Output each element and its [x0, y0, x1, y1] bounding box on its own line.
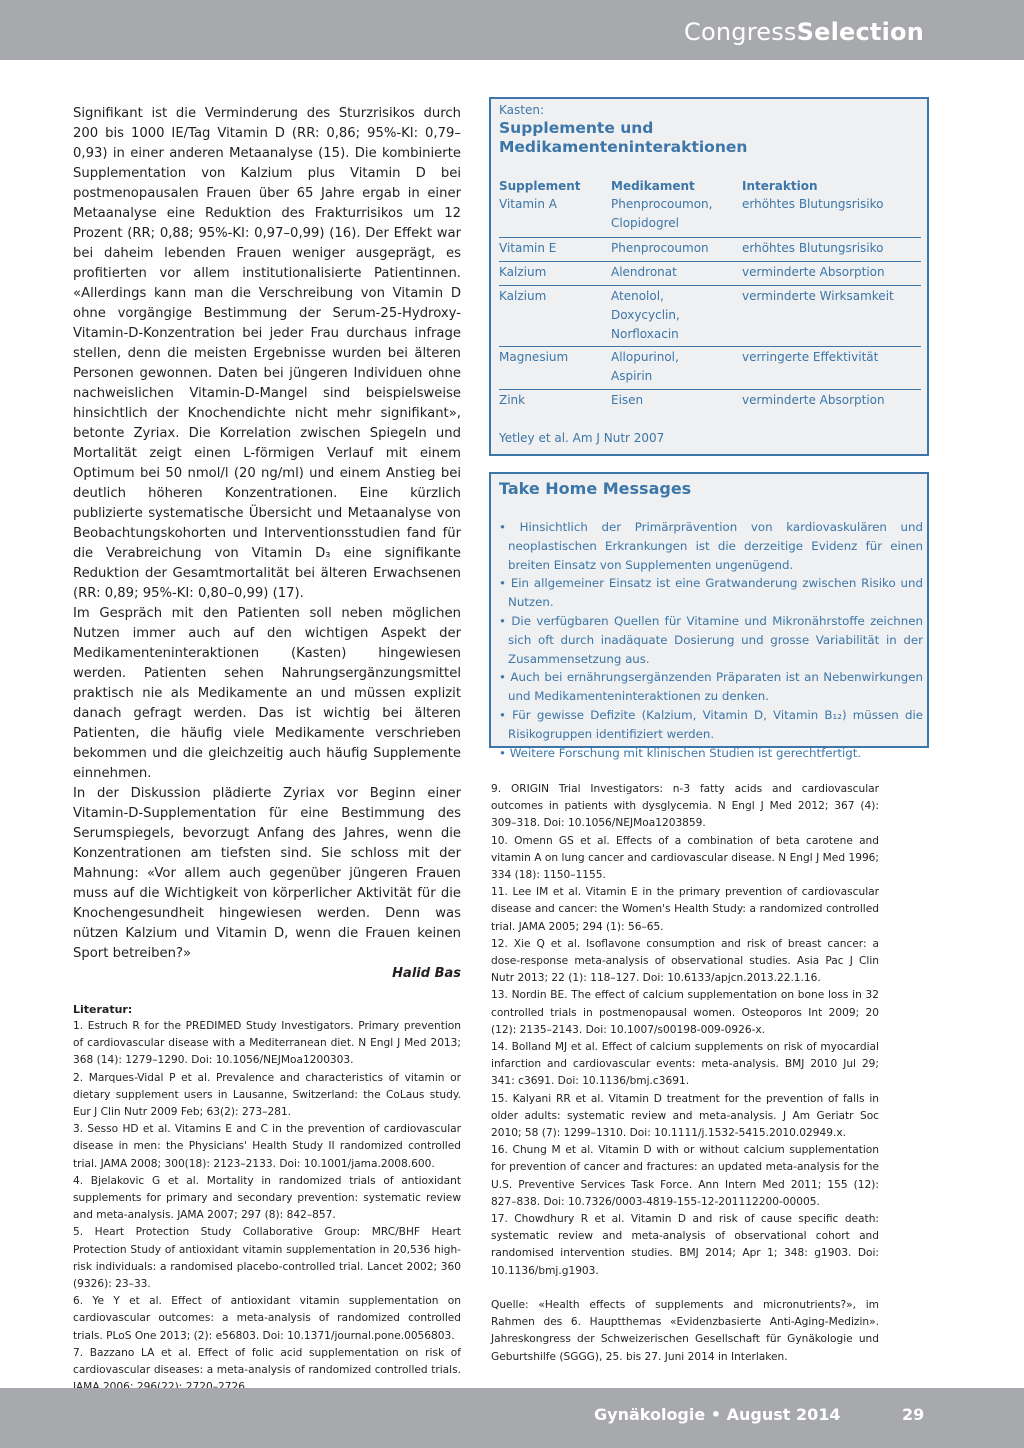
table-row — [499, 389, 921, 407]
cell-medikament-line: Aspirin — [611, 369, 653, 383]
header-bar — [0, 0, 1024, 60]
cell-medikament-line: Norfloxacin — [611, 327, 679, 341]
cell-medikament: Alendronat — [611, 265, 677, 279]
cell-medikament-line: Clopidogrel — [611, 216, 679, 230]
cell-supplement: Kalzium — [499, 289, 547, 303]
cell-medikament-line: Doxycyclin, — [611, 308, 680, 322]
reference-item: 7. Bazzano LA et al. Effect of folic acid supplementation on risk of cardiovascular diseases: a meta-analysis of randomized controlled trials. — [73, 1346, 461, 1377]
list-item: • Hinsichtlich der Primärprävention von kardiovaskulären und neoplastischen Erkrankungen ist die derzeitige Evidenz für einen breiten Einsatz von Supplementen ungenügend. — [499, 520, 923, 572]
footer-bar — [0, 1388, 1024, 1448]
cell-medikament — [611, 195, 712, 233]
list-item: • Für gewisse Defizite (Kalzium, Vitamin D, Vitamin B₁₂) müssen die Risikogruppen identifiziert werden. — [499, 707, 923, 741]
header-brand-bold: Selection — [796, 18, 924, 46]
cell-medikament: Eisen — [611, 393, 644, 407]
header-interaktion: Interaktion — [742, 179, 818, 193]
cell-supplement: Vitamin A — [499, 197, 557, 211]
cell-supplement: Vitamin E — [499, 241, 557, 255]
table-row — [499, 285, 921, 341]
header-brand — [684, 18, 924, 46]
reference-item: 4. Bjelakovic G et al. Mortality in randomized trials of antioxidant supplements for primary and secondary prevention: systematic review and meta-analysis. JAMA 2007; 297 (8): 842–857. — [73, 1174, 461, 1222]
list-item: • Die verfügbaren Quellen für Vitamine und Mikronährstoffe zeichnen sich oft durch inadäquate Dosierung und grosse Variabilität in der Zusammensetzung aus. — [499, 613, 923, 666]
cell-supplement: Magnesium — [499, 350, 569, 364]
reference-item: 3. Sesso HD et al. Vitamins E and C in the prevention of cardiovascular disease in men: the Physicians' Health Study II randomized controlled trial. JAMA 2008; 300(18): 2123–2133. Doi: 10.1001/jama.2008.600. — [73, 1123, 461, 1170]
reference-item: 10. Omenn GS et al. Effects of a combination of beta carotene and vitamin A on lung cancer and cardiovascular disease. N Engl J Med 1996; 334 (18): 1150–1155. — [491, 834, 879, 882]
cell-medikament-line: Allopurinol, — [611, 350, 679, 364]
kasten-title-line: Medikamenteninteraktionen — [499, 138, 748, 156]
kasten-box — [489, 97, 929, 456]
header-supplement: Supplement — [499, 179, 581, 193]
cell-medikament-line: Atenolol, — [611, 289, 664, 303]
cell-interaktion: erhöhtes Blutungsrisiko — [742, 241, 884, 255]
left-column — [73, 104, 461, 1448]
kasten-title-line: Supplemente und — [499, 119, 654, 137]
kasten-source: Yetley et al. Am J Nutr 2007 — [499, 431, 665, 445]
list-item: • Auch bei ernährungsergänzenden Präparaten ist an Nebenwirkungen und Medikamenteninteraktionen zu denken. — [499, 670, 923, 704]
table-row — [499, 346, 921, 383]
cell-interaktion: verringerte Effektivität — [742, 350, 879, 364]
cell-medikament — [611, 348, 679, 386]
footer-journal: Gynäkologie • August 2014 — [594, 1405, 841, 1424]
kasten-label: Kasten: — [499, 103, 544, 117]
table-row — [499, 261, 921, 279]
reference-item: 16. Chung M et al. Vitamin D with or without calcium supplementation for prevention of cancer and fractures: an updated meta-analysis for the U.S. Preventive Services Task Force. Ann Intern Med 2011; 155 (12): 827–838. Doi: 10.7326/0003-4819-155-12-201112200-00005. — [491, 1144, 879, 1208]
list-item: • Ein allgemeiner Einsatz ist eine Gratwanderung zwischen Risiko und Nutzen. — [499, 576, 923, 610]
reference-item: 9. ORIGIN Trial Investigators: n-3 fatty acids and cardiovascular outcomes in patients with dysglycemia. N Engl J Med 2012; 367 (4): 309–318. Doi: 10.1056/NEJMoa1203859. — [491, 783, 879, 830]
table-row — [499, 195, 921, 235]
header-medikament: Medikament — [611, 179, 695, 193]
reference-item: 5. Heart Protection Study Collaborative Group: MRC/BHF Heart Protection Study of antioxidant vitamin supplementation in 20,536 high-risk individuals: a randomised placebo-controlled trial. Lancet 2002; 360 (9326): 23–33. — [73, 1226, 461, 1291]
body-paragraph: Im Gespräch mit den Patienten soll neben möglichen Nutzen immer auch auf den wichtigen Aspekt der Medikamenteninteraktionen (Kasten) hingewiesen werden. Patienten sehen Nahrungsergänzungsmittel praktisch nie als Medikamente an und müssen explizit danach gefragt werden. Das ist wichtig bei älteren Patienten, die häufig viele Medikamente verschrieben bekommen und die gleichzeitig auch häufig Supplemente einnehmen. — [73, 606, 461, 781]
body-paragraph: In der Diskussion plädierte Zyriax vor Beginn einer Vitamin-D-Supplementation für eine Bestimmung des Serumspiegels, bevorzugt Anfang des Jahres, wenn die Konzentrationen am tiefsten sind. Sie schloss mit der Mahnung: «Vor allem auch gegenüber jüngeren Frauen muss auf die Wichtigkeit von körperlicher Aktivität für die Knochengesundheit hingewiesen werden. Denn was nützen Kalzium und Vitamin D, wenn die Frauen keinen Sport betreiben?» — [73, 786, 461, 961]
table-row — [499, 237, 921, 255]
list-item: • Weitere Forschung mit klinischen Studien ist gerechtfertigt. — [499, 745, 862, 760]
reference-item: 15. Kalyani RR et al. Vitamin D treatment for the prevention of falls in older adults: systematic review and meta-analysis. J Am Geriatr Soc 2010; 58 (7): 1299–1310. Doi: 10.1111/j.1532-5415.2010.02949.x. — [491, 1092, 879, 1140]
body-paragraph: Signifikant ist die Verminderung des Sturzrisikos durch 200 bis 1000 IE/Tag Vitamin D (RR: 0,86; 95%-KI: 0,79–0,93) in einer anderen Metaanalyse (15). Die kombinierte Supplementation von Kalzium plus Vitamin D bei postmenopausalen Frauen über 65 Jahre ergab in einer Metaanalyse eine Reduktion des Frakturrisikos um 12 Prozent (RR; 0,88; 95%-KI: 0,97–0,99) (16). Der Effekt war bei daheim lebenden Frauen weniger ausgeprägt, es profitierten vor allem institutionalisierte Patientinnen. «Allerdings kann man die Verschreibung von Vitamin D ohne vorgängige Bestimmung der Serum-25-Hydroxy-Vitamin-D-Konzentration bei jeder Frau durchaus infrage stellen, denn die meisten Ergebnisse wurden bei älteren Personen gewonnen. Daten bei jüngeren Individuen ohne nachweislichen Vitamin-D-Mangel sind beispielsweise hinsichtlich der Knochendichte nicht mehr signifikant», betonte Zyriax. Die Korrelation zwischen Spiegeln und Mortalität zeigt einen L-förmigen Verlauf mit einem Optimum bei 50 nmol/l (20 ng/ml) und einem Anstieg bei deutlich höheren Konzentrationen. Eine kürzlich publizierte systematische Übersicht und Metaanalyse von Beobachtungskohorten und Interventionsstudien fand für die Verabreichung von Vitamin D₃ eine signifikante Reduktion der Gesamtmortalität bei älteren Erwachsenen (RR: 0,89; 95%-KI: 0,80–0,99) (17). — [73, 106, 461, 601]
take-home-title: Take Home Messages — [499, 479, 692, 498]
reference-item: 2. Marques-Vidal P et al. Prevalence and characteristics of vitamin or dietary supplement users in Lausanne, Switzerland: the CoLaus study. Eur J Clin Nutr 2009 Feb; 63(2): 273–281. — [73, 1071, 461, 1119]
page-number: 29 — [902, 1405, 925, 1424]
cell-interaktion: verminderte Wirksamkeit — [742, 289, 894, 303]
cell-medikament: Phenprocoumon — [611, 241, 709, 255]
cell-interaktion: verminderte Absorption — [742, 265, 885, 279]
reference-item: 11. Lee IM et al. Vitamin E in the primary prevention of cardiovascular disease and cancer: the Women's Health Study: a randomized controlled trial. JAMA 2005; 294 (1): 56–65. — [491, 886, 879, 933]
reference-item: 1. Estruch R for the PREDIMED Study Investigators. Primary prevention of cardiovascular disease with a Mediterranean diet. N Engl J Med 2013; 368 (14): 1279–1290. Doi: 10.1056/NEJMoa1200303. — [73, 1020, 461, 1067]
reference-item: 14. Bolland MJ et al. Effect of calcium supplements on risk of myocardial infarction and cardiovascular events: meta-analysis. BMJ 2010 Jul 29; 341: c3691. Doi: 10.1136/bmj.c3691. — [491, 1041, 879, 1088]
cell-medikament — [611, 287, 680, 344]
header-brand-light: Congress — [684, 18, 797, 46]
literature-heading: Literatur: — [73, 1003, 133, 1016]
source-note: Quelle: «Health effects of supplements and micronutrients?», im Rahmen des 6. Hauptthemas «Evidenzbasierte Anti-Aging-Medizin». Jahreskongress der Schweizerischen Gesellschaft für Gynäkologie und Geburtshilfe (SGGG), 25. bis 27. Juni 2014 in Interlaken. — [491, 1298, 879, 1363]
reference-item: 13. Nordin BE. The effect of calcium supplementation on bone loss in 32 controlled trials in postmenopausal women. Osteoporos Int 2009; 20 (12): 2135–2143. Doi: 10.1007/s00198-009-0926-x. — [491, 989, 879, 1036]
kasten-title — [499, 119, 747, 157]
take-home-list — [499, 518, 923, 762]
reference-item: 17. Chowdhury R et al. Vitamin D and risk of cause specific death: systematic review and meta-analysis of observational cohort and randomised intervention studies. BMJ 2014; Apr 1; 348: g1903. Doi: 10.1136/bmj.g1903. — [491, 1213, 879, 1277]
right-column-references — [491, 781, 879, 1366]
cell-interaktion: verminderte Absorption — [742, 393, 885, 407]
cell-supplement: Kalzium — [499, 265, 547, 279]
author-name: Halid Bas — [392, 966, 461, 981]
reference-item: 6. Ye Y et al. Effect of antioxidant vitamin supplementation on cardiovascular outcomes: a meta-analysis of randomized controlled trials. PLoS One 2013; (2): e56803. Doi: 10.1371/journal.pone.0056803. — [73, 1295, 461, 1342]
cell-medikament-line: Phenprocoumon, — [611, 197, 713, 211]
take-home-box — [489, 472, 929, 760]
cell-supplement: Zink — [499, 393, 526, 407]
cell-interaktion: erhöhtes Blutungsrisiko — [742, 197, 884, 211]
reference-item: 12. Xie Q et al. Isoflavone consumption and risk of breast cancer: a dose-response meta-analysis of observational studies. Asia Pac J Clin Nutr 2013; 22 (1): 118–127. Doi: 10.6133/apjcn.2013.22.1.16. — [491, 937, 879, 985]
